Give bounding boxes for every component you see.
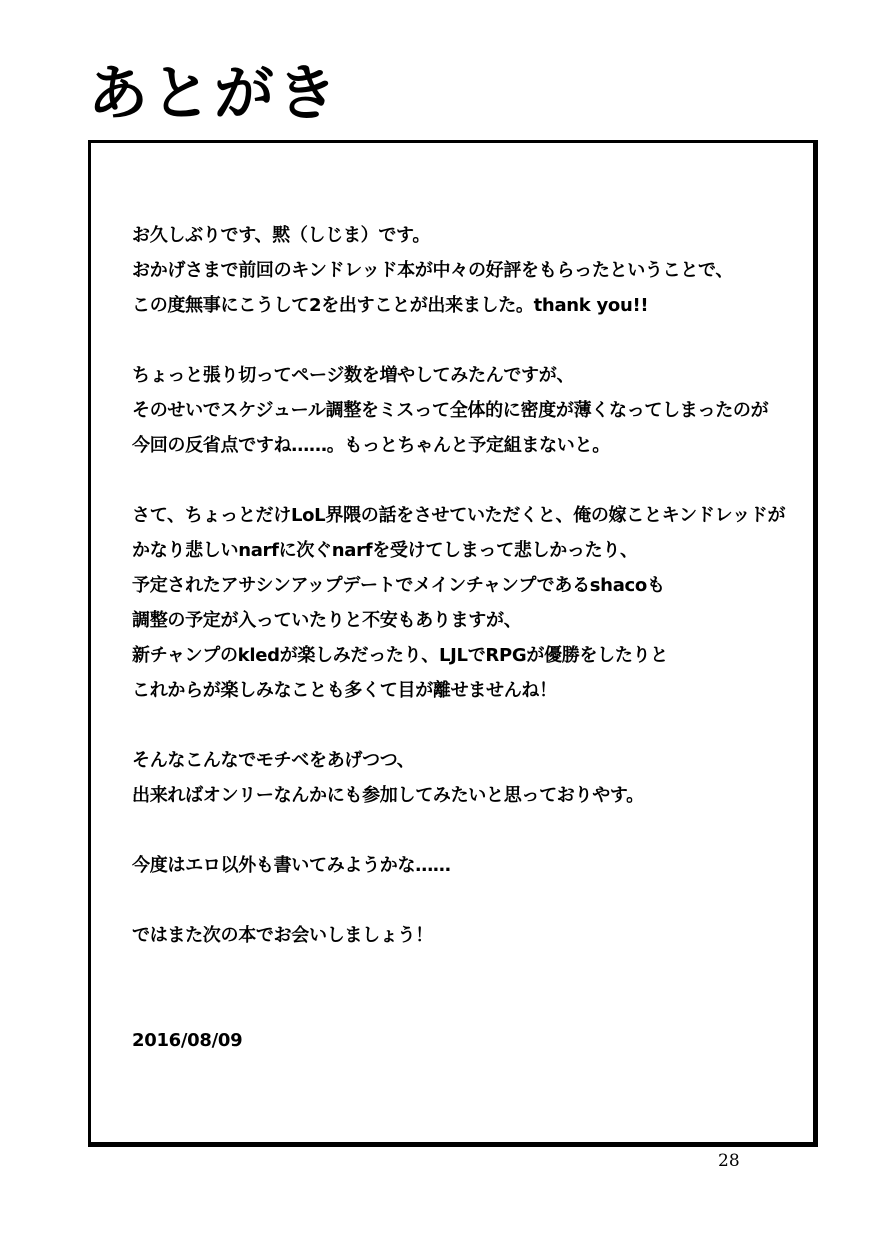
text-line: 出来ればオンリーなんかにも参加してみたいと思っておりやす。 (132, 785, 644, 806)
paragraph-farewell (132, 918, 808, 953)
text-line: ちょっと張り切ってページ数を増やしてみたんですが、 (132, 365, 575, 386)
text-line: そのせいでスケジュール調整をミスって全体的に密度が薄くなってしまったのが (132, 400, 769, 421)
paragraph-gap (132, 708, 808, 743)
text-line: これからが楽しみなことも多くて目が離せませんね！ (132, 680, 557, 701)
text-line: お久しぶりです、黙（しじま）です。 (132, 225, 431, 246)
text-line: 新チャンプのkledが楽しみだったり、LJLでRPGが優勝をしたりと (132, 645, 668, 666)
page-number: 28 (718, 1151, 740, 1171)
text-line: そんなこんなでモチベをあげつつ、 (132, 750, 415, 771)
paragraph-motivation (132, 743, 808, 813)
paragraph-gap (132, 323, 808, 358)
paragraph-reflection (132, 358, 808, 463)
text-line: ではまた次の本でお会いしましょう！ (132, 925, 433, 946)
page-title: あとがき (88, 59, 340, 129)
text-line: この度無事にこうして2を出すことが出来ました。thank you!! (132, 295, 649, 316)
paragraph-date (132, 1023, 808, 1058)
paragraph-lol-talk (132, 498, 808, 708)
text-line: 今回の反省点ですね……。もっとちゃんと予定組まないと。 (132, 435, 610, 456)
paragraph-gap (132, 463, 808, 498)
text-line: 今度はエロ以外も書いてみようかな…… (132, 855, 451, 876)
text-line: かなり悲しいnarfに次ぐnarfを受けてしまって悲しかったり、 (132, 540, 638, 561)
date-line: 2016/08/09 (132, 1030, 243, 1051)
text-line: 調整の予定が入っていたりと不安もありますが、 (132, 610, 522, 631)
text-line: 予定されたアサシンアップデートでメインチャンプであるshacoも (132, 575, 665, 596)
text-line: さて、ちょっとだけLoL界隈の話をさせていただくと、俺の嫁ことキンドレッドが (132, 505, 786, 526)
text-line: おかげさまで前回のキンドレッド本が中々の好評をもらったということで、 (132, 260, 734, 281)
afterword-body (132, 218, 808, 1058)
paragraph-greeting (132, 218, 808, 323)
paragraph-gap (132, 813, 808, 848)
paragraph-gap (132, 883, 808, 918)
paragraph-next-idea (132, 848, 808, 883)
paragraph-gap (132, 988, 808, 1023)
paragraph-gap (132, 953, 808, 988)
